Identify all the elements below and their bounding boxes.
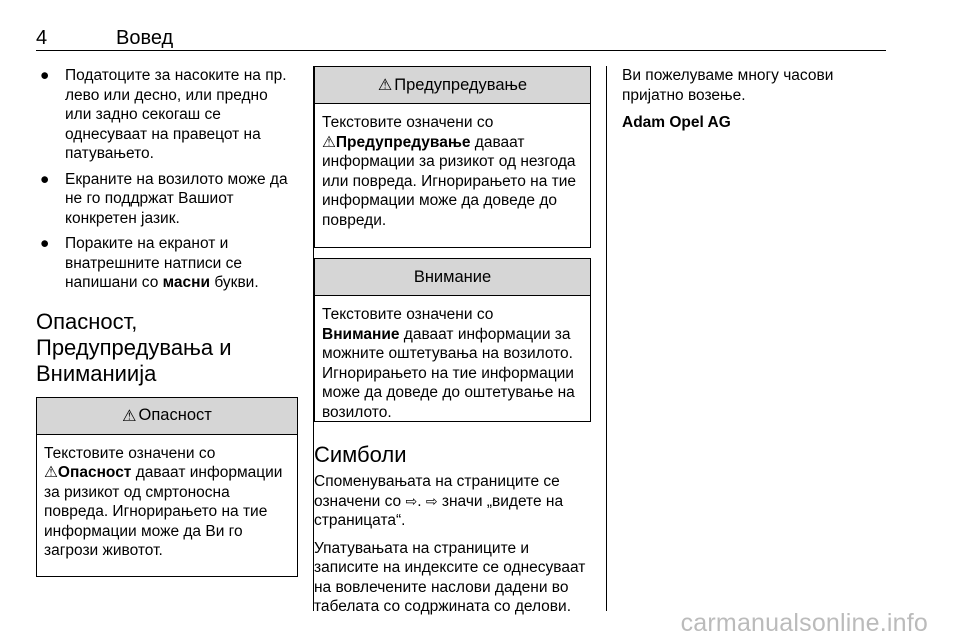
warning-triangle-icon: ⚠ [122, 407, 137, 425]
warning-triangle-icon: ⚠ [44, 464, 58, 481]
section-heading: Опасност, Предупредувања и Вниманиија [36, 308, 232, 386]
warning-box-body: Текстовите означени со ⚠Предупредување даваат информации за ризикот од незгода или повреда. Игнорирањето на тие информации може да доведе до повреди. [322, 114, 577, 229]
list-item: ● Податоците за насоките на пр. лево или десно, или предно или задно секогаш се однесуваат на правецот на патувањето. [40, 67, 287, 162]
signature: Adam Opel AG [622, 114, 731, 131]
warning-triangle-icon: ⚠ [377, 77, 393, 94]
page-header [36, 27, 886, 51]
list-item: ● Пораките на екранот и внатрешните натписи се напишани со масни букви. [40, 235, 259, 291]
caution-box-header: Внимание [315, 259, 590, 296]
header-rule [36, 50, 886, 51]
bullet-icon: ● [40, 170, 50, 188]
column-divider [606, 66, 607, 611]
symbols-section [314, 442, 591, 617]
symbols-paragraph-2: Упатувањата на страниците и записите на индексите се однесуваат на вовлечените наслови дадени во табелата со содржината со делови. [314, 539, 586, 615]
symbols-heading: Симболи [314, 442, 407, 467]
caution-box [314, 258, 591, 422]
closing-paragraph: Ви пожелуваме многу часови пријатно возење. [622, 67, 834, 104]
bold-word: масни [162, 274, 211, 291]
caution-box-body: Текстовите означени со Внимание даваат информации за можните оштетувања на возилото. Игнорирањето на тие информации може да доведе до оштетување на возилото. [322, 306, 575, 421]
watermark: carmanualsonline.info [680, 609, 928, 637]
symbols-paragraph-1: Споменувањата на страниците се означени со ⇨. ⇨ значи „видете на страницата“. [314, 473, 564, 529]
bullet-icon: ● [40, 235, 50, 252]
page-reference-icon: ⇨ [425, 492, 438, 509]
list-item: ● Екраните на возилото може да не го поддржат Вашиот конкретен јазик. [40, 170, 288, 227]
chapter-title: Вовед [116, 27, 174, 49]
danger-box-header: ⚠ Опасност [37, 398, 297, 435]
column-2 [314, 66, 591, 625]
bullet-list [36, 66, 298, 293]
warning-box [314, 66, 591, 248]
warning-box-header: ⚠ Предупредување [315, 67, 590, 104]
bullet-icon: ● [40, 67, 50, 84]
page-number: 4 [36, 27, 48, 49]
danger-box [36, 397, 298, 577]
column-3 [622, 66, 884, 141]
warning-triangle-icon: ⚠ [322, 133, 336, 151]
page-reference-icon: ⇨ [405, 492, 418, 509]
danger-box-body: Текстовите означени со ⚠Опасност даваат информации за ризикот од смртоносна повреда. Игнорирањето на тие информации може да Ви го загрози животот. [44, 444, 283, 559]
column-1 [36, 66, 298, 577]
